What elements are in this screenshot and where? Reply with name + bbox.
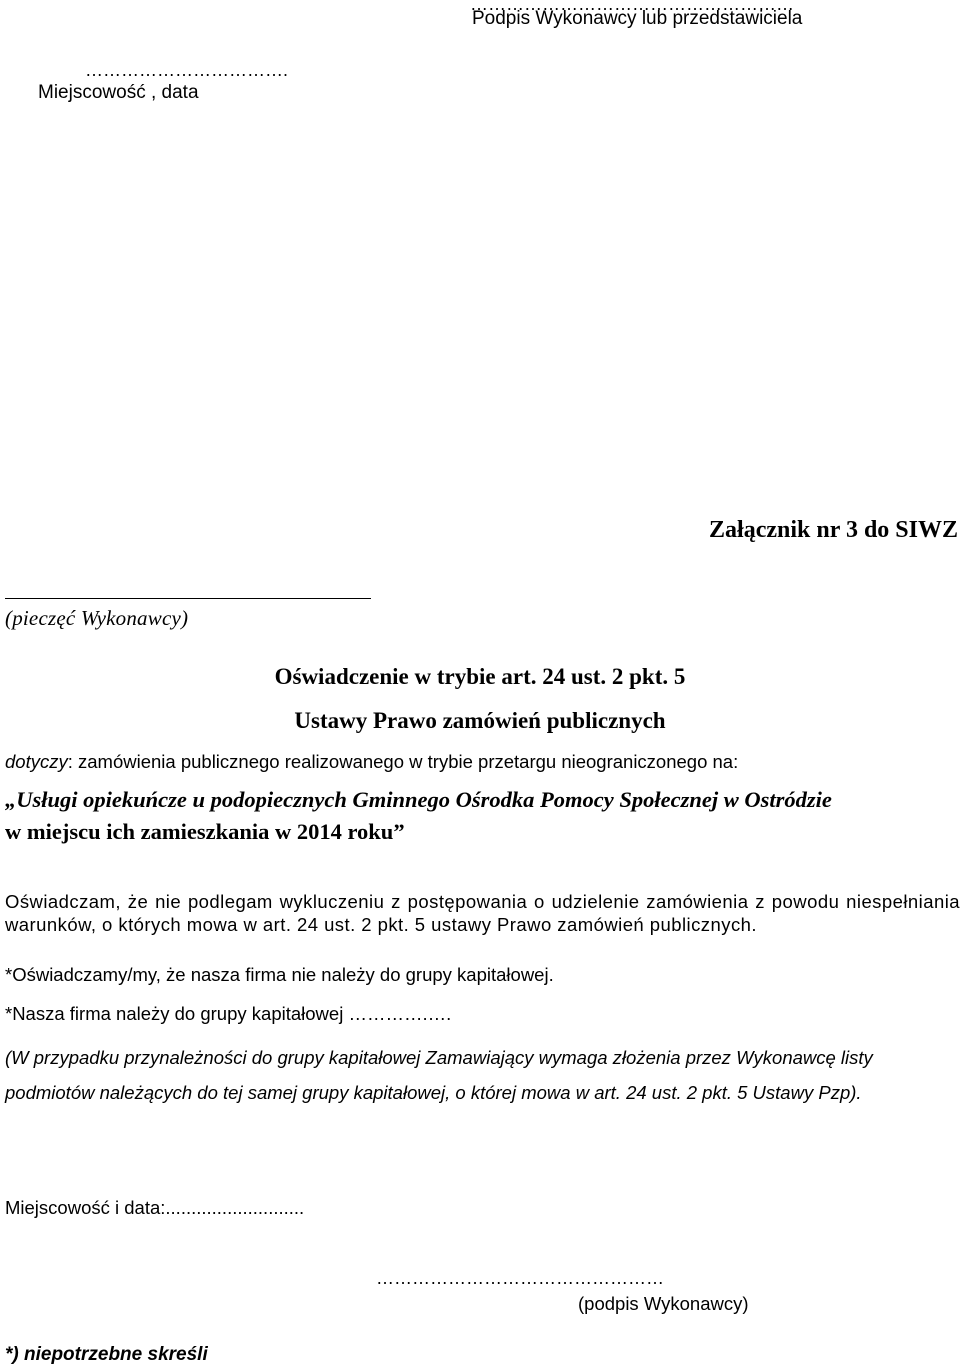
document-heading-line2: Ustawy Prawo zamówień publicznych <box>294 708 666 733</box>
concerns-text: : zamówienia publicznego realizowanego w trybie przetargu nieograniczonego na: <box>67 751 739 772</box>
place-date-dots-top: ……………………………. <box>85 60 289 80</box>
signature-label-top: Podpis Wykonawcy lub przedstawiciela <box>472 8 803 29</box>
footnote: *) niepotrzebne skreśli <box>5 1344 208 1365</box>
stamp-line <box>5 598 371 599</box>
subject-line1: „Usługi opiekuńcze u podopiecznych Gminnego Ośrodka Pomocy Społecznej w Ostródzie <box>5 787 832 812</box>
declaration-paragraph: Oświadczam, że nie podlegam wykluczeniu z postępowania o udzielenie zamówienia z powodu niespełniania warunków, o których mowa w art. 24 ust. 2 pkt. 5 ustawy Prawo zamówień publicznych. <box>5 891 960 935</box>
group-note-paragraph: (W przypadku przynależności do grupy kapitałowej Zamawiający wymaga złożenia przez Wykonawcę listy podmiotów należących do tej samej grupy kapitałowej, o której mowa w art. 24 ust. 2 pkt. 5 Ustawy Pzp). <box>5 1047 873 1103</box>
document-heading-line1: Oświadczenie w trybie art. 24 ust. 2 pkt. 5 <box>274 664 686 689</box>
stamp-label: (pieczęć Wykonawcy) <box>5 606 189 630</box>
concerns-line <box>5 751 738 773</box>
place-date-field: Miejscowość i data:........................... <box>5 1197 305 1218</box>
concerns-prefix: dotyczy <box>5 751 68 772</box>
place-date-label-top: Miejscowość , data <box>38 82 199 103</box>
signature-dots-top: ……………………………………………… <box>470 0 794 14</box>
signature-label-bottom: (podpis Wykonawcy) <box>578 1293 749 1314</box>
group-member-statement: *Nasza firma należy do grupy kapitałowej ………….…. <box>5 1003 452 1024</box>
subject-line2: w miejscu ich zamieszkania w 2014 roku” <box>5 819 405 844</box>
annex-title: Załącznik nr 3 do SIWZ <box>709 517 958 543</box>
group-not-member-statement: *Oświadczamy/my, że nasza firma nie należy do grupy kapitałowej. <box>5 964 554 985</box>
signature-dots-bottom: ………………………………………… <box>376 1268 664 1288</box>
